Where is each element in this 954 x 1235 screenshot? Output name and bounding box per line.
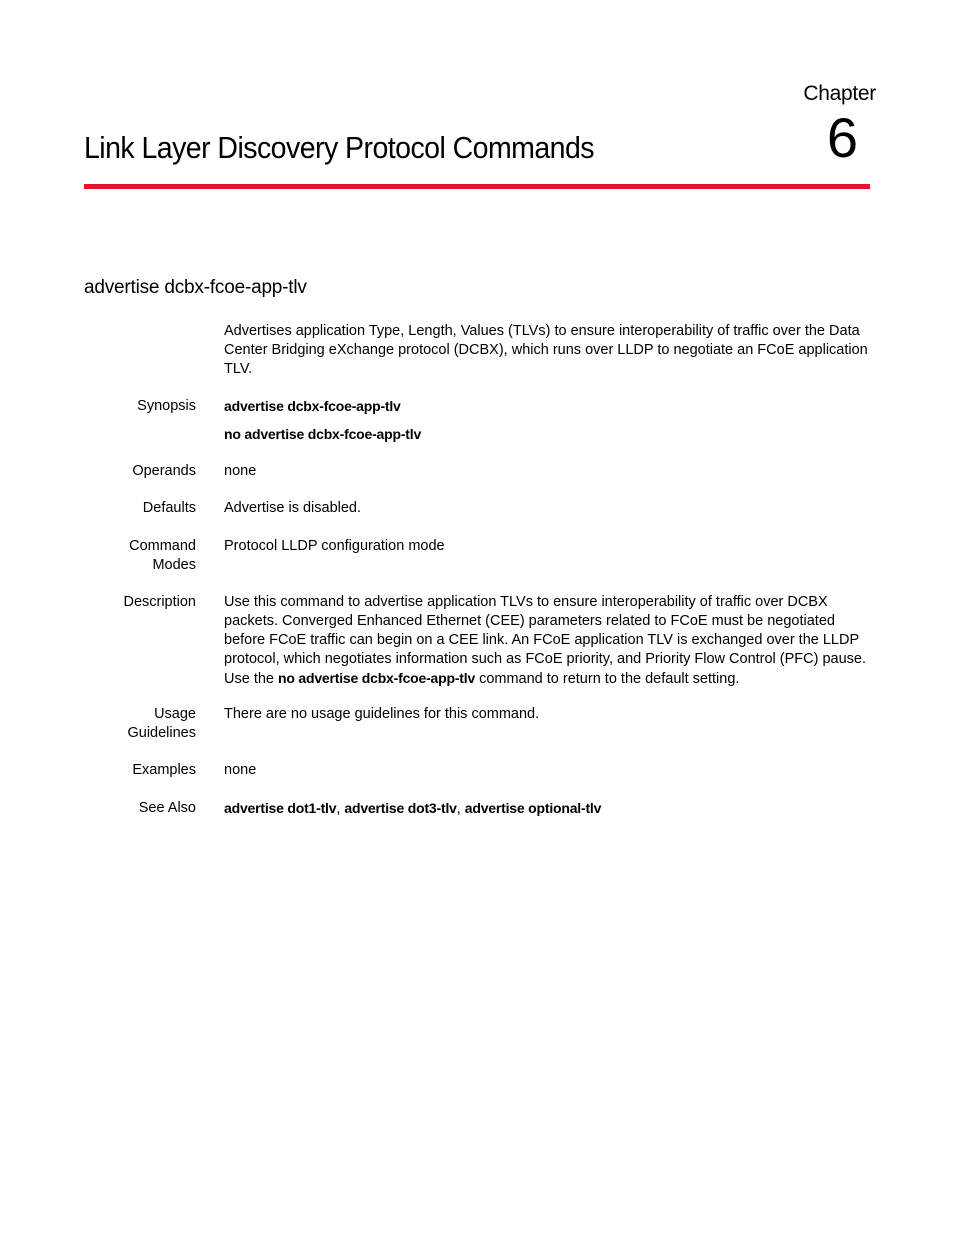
see-also-link-optional-tlv[interactable]: advertise optional-tlv [464,800,602,816]
command-modes-label [96,537,196,575]
chapter-title-rule [84,184,870,189]
synopsis-label: Synopsis [137,398,196,414]
chapter-label: Chapter [803,82,876,105]
examples-value: none [224,762,257,778]
examples-label: Examples [132,762,196,778]
command-modes-label-line2: Modes [152,557,196,573]
see-also-value [224,799,874,819]
description-label: Description [123,594,196,610]
see-also-link-dot1-tlv[interactable]: advertise dot1-tlv [224,800,337,816]
synopsis-line: no advertise dcbx-fcoe-app-tlv [224,426,422,442]
chapter-title: Link Layer Discovery Protocol Commands [84,130,595,165]
usage-guidelines-label [96,705,196,743]
see-also-separator: , [336,801,345,817]
section-title: advertise dcbx-fcoe-app-tlv [84,277,307,298]
see-also-separator: , [456,801,465,817]
operands-label: Operands [132,463,196,479]
see-also-link-dot3-tlv[interactable]: advertise dot3-tlv [344,800,457,816]
synopsis-value [224,397,874,444]
description-use-command: no advertise dcbx-fcoe-app-tlv [278,670,476,686]
see-also-label: See Also [138,800,196,816]
section-intro: Advertises application Type, Length, Values (TLVs) to ensure interoperability of traffic over the Data Center Bridging eXchange protocol (DCBX), which runs over LLDP to negotiate an FCoE application TLV. [224,323,868,377]
description-use-prefix: Use the [224,671,278,687]
defaults-value: Advertise is disabled. [224,500,362,516]
description-use-suffix: command to return to the default setting. [475,671,740,687]
description-value [224,593,874,689]
description-text: Use this command to advertise application TLVs to ensure interoperability of traffic over DCBX packets. Converged Enhanced Ethernet (CEE) parameters related to FCoE must be negotiated before FCoE traffic can begin on a CEE link. An FCoE application TLV is exchanged over the LLDP protocol, which negotiates information such as FCoE priority, and Priority Flow Control (PFC) pause. [224,594,867,667]
usage-guidelines-label-line1: Usage [154,706,196,722]
synopsis-line: advertise dcbx-fcoe-app-tlv [224,398,401,414]
chapter-number: 6 [826,106,858,169]
usage-guidelines-value: There are no usage guidelines for this command. [224,706,540,722]
usage-guidelines-label-line2: Guidelines [127,725,196,741]
operands-value: none [224,463,257,479]
command-modes-value: Protocol LLDP configuration mode [224,538,445,554]
defaults-label: Defaults [142,500,196,516]
command-modes-label-line1: Command [129,538,196,554]
